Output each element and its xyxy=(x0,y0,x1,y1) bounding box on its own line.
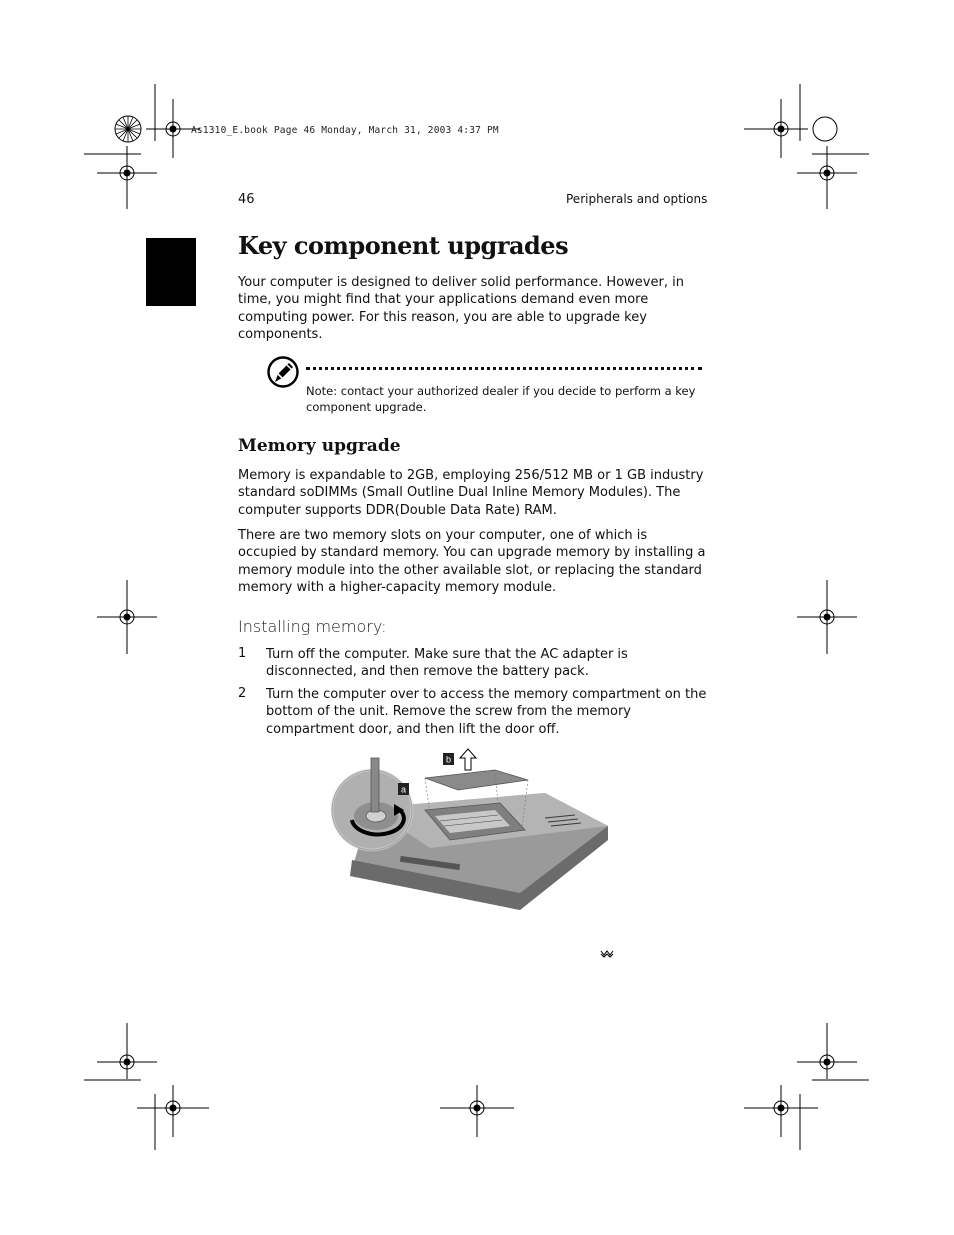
chapter-thumb-tab xyxy=(146,238,196,306)
memory-upgrade-heading: Memory upgrade xyxy=(238,436,401,456)
step-text: Turn the computer over to access the memory compartment on the bottom of the unit. Remove the screw from the memory compartment door, and then lift the door off. xyxy=(266,687,707,737)
step-text: Turn off the computer. Make sure that the AC adapter is disconnected, and then remove the battery pack. xyxy=(266,647,628,680)
note-divider xyxy=(306,367,702,370)
registration-sunburst-icon xyxy=(115,116,141,142)
note-text: Note: contact your authorized dealer if you decide to perform a key component upgrade. xyxy=(306,384,696,414)
figure-label-a: a xyxy=(400,784,407,795)
figure-label-b: b xyxy=(445,754,452,765)
print-slug-line: As1310_E.book Page 46 Monday, March 31, 2003 4:37 PM xyxy=(191,125,499,136)
intro-paragraph: Your computer is designed to deliver solid performance. However, in time, you might find that your applications demand even more computing power. For this reason, you are able to upgrade key components. xyxy=(238,275,684,342)
note-pen-icon xyxy=(266,355,300,389)
registration-circle-icon xyxy=(813,117,837,141)
page-number: 46 xyxy=(238,192,255,207)
memory-paragraph-2: There are two memory slots on your computer, one of which is occupied by standard memory. You can upgrade memory by installing a memory module into the other available slot, or replacing the standard memory with a higher-capacity memory module. xyxy=(238,528,706,595)
installing-memory-heading: Installing memory: xyxy=(238,617,387,636)
scan-artifact-icon xyxy=(600,949,614,958)
step-number: 2 xyxy=(238,686,247,701)
section-title: Key component upgrades xyxy=(238,231,569,260)
running-head: Peripherals and options xyxy=(566,192,708,206)
step-number: 1 xyxy=(238,646,247,661)
memory-paragraph-1: Memory is expandable to 2GB, employing 256/512 MB or 1 GB industry standard soDIMMs (Small Outline Dual Inline Memory Modules). The computer supports DDR(Double Data Rate) RAM. xyxy=(238,468,704,518)
memory-door-illustration xyxy=(330,748,615,923)
